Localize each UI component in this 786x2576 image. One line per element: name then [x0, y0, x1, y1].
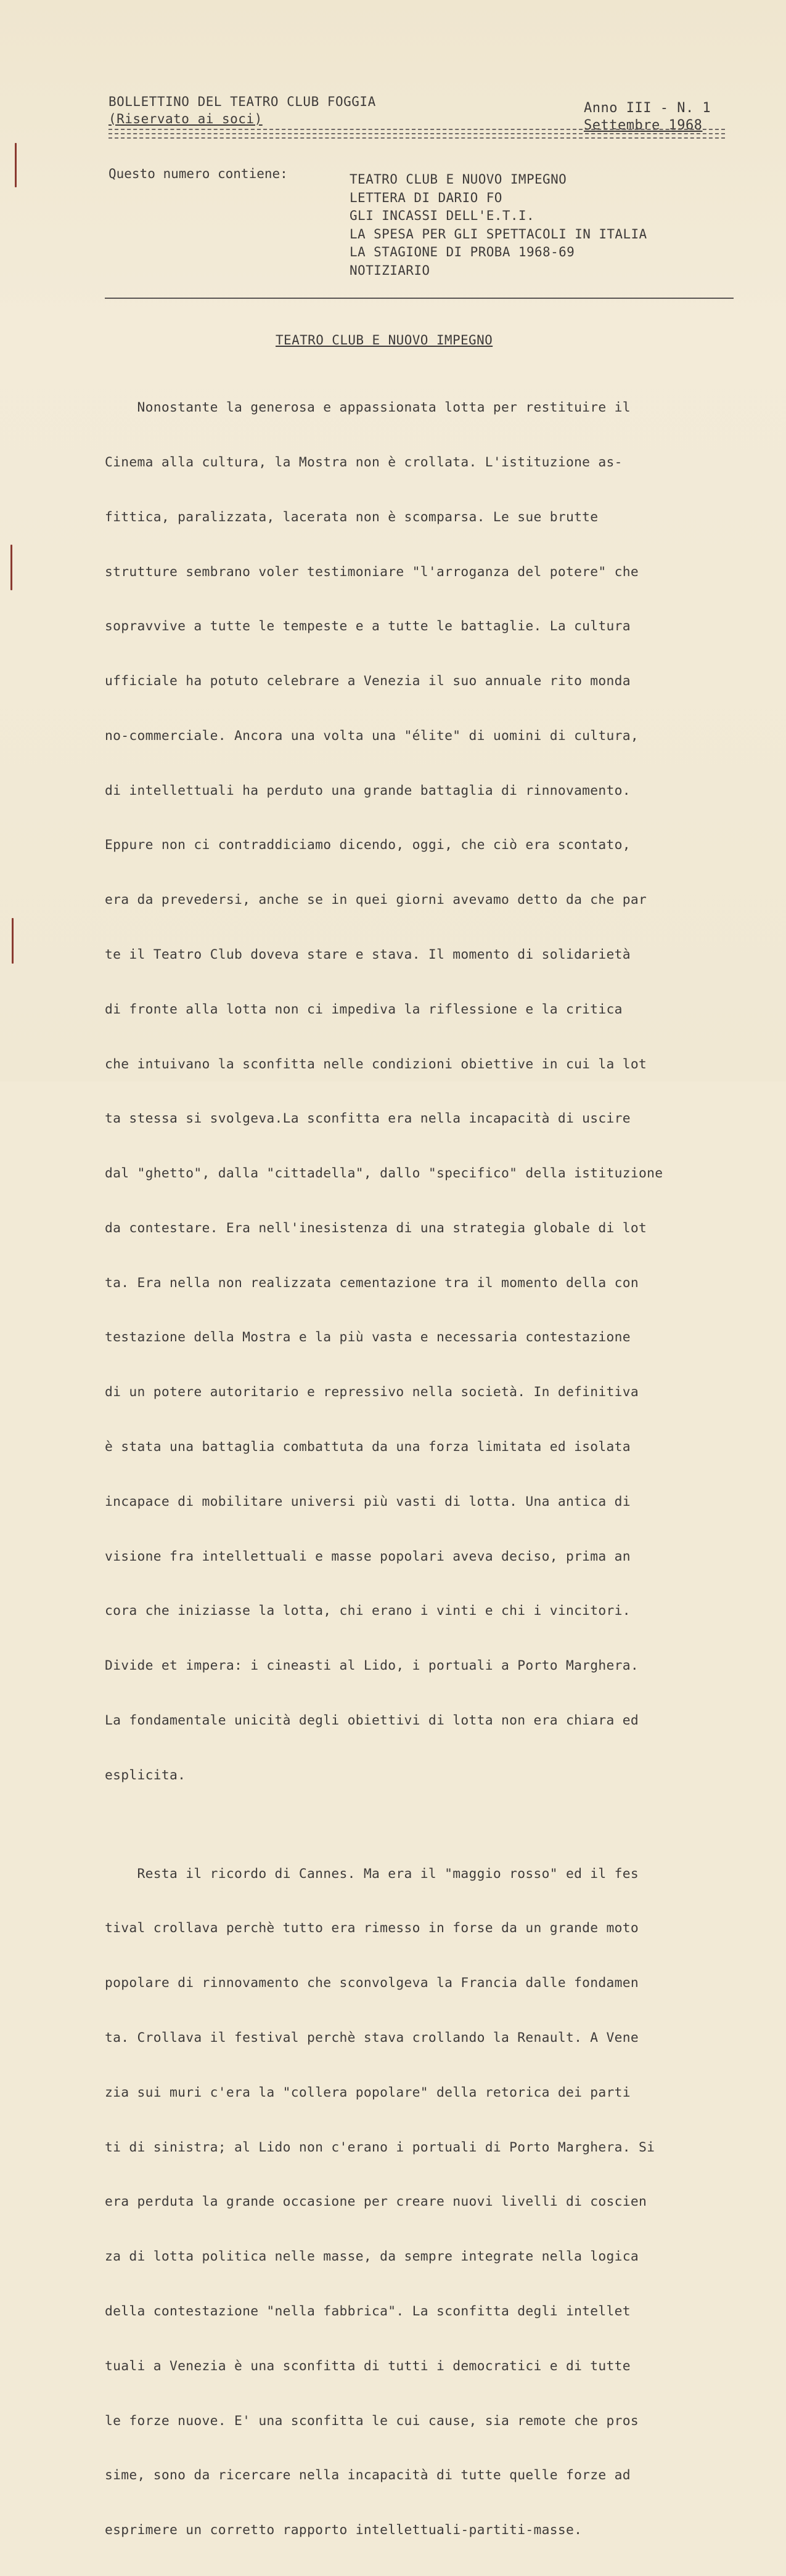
text-line: za di lotta politica nelle masse, da sempre integrate nella logica: [105, 2249, 639, 2265]
staple-mark-top: [15, 143, 17, 187]
header-divider: [108, 129, 725, 142]
text-line: della contestazione "nella fabbrica". La sconfitta degli intellet: [105, 2303, 631, 2319]
text-line: ta. Crollava il festival perchè stava crollando la Renault. A Vene: [105, 2030, 639, 2046]
text-line: popolare di rinnovamento che sconvolgeva la Francia dalle fondamen: [105, 1975, 639, 1991]
paragraph-1: [105, 362, 752, 1821]
text-line: era da prevedersi, anche se in quei giorni avevamo detto da che par: [105, 892, 647, 908]
text-line: Resta il ricordo di Cannes. Ma era il "maggio rosso" ed il fes: [105, 1866, 639, 1882]
contents-item: TEATRO CLUB E NUOVO IMPEGNO: [350, 172, 567, 187]
text-line: visione fra intellettuali e masse popolari aveva deciso, prima an: [105, 1548, 631, 1564]
text-line: esplicita.: [105, 1767, 186, 1783]
text-line: no-commerciale. Ancora una volta una "élite" di uomini di cultura,: [105, 728, 639, 744]
article-title: TEATRO CLUB E NUOVO IMPEGNO: [276, 333, 493, 347]
contents-item: LETTERA DI DARIO FO: [350, 190, 502, 205]
text-line: testazione della Mostra e la più vasta e necessaria contestazione: [105, 1330, 631, 1346]
text-line: era perduta la grande occasione per creare nuovi livelli di coscien: [105, 2194, 647, 2210]
masthead-title: BOLLETTINO DEL TEATRO CLUB FOGGIA: [108, 94, 376, 109]
text-line: che intuivano la sconfitta nelle condizioni obiettive in cui la lot: [105, 1056, 647, 1072]
text-line: fittica, paralizzata, lacerata non è scomparsa. Le sue brutte: [105, 509, 599, 525]
paragraph-gap: [105, 1821, 752, 1829]
text-line: ta stessa si svolgeva.La sconfitta era nella incapacità di uscire: [105, 1111, 631, 1127]
staple-mark-middle: [10, 545, 12, 590]
text-line: di intellettuali ha perduto una grande battaglia di rinnovamento.: [105, 782, 631, 798]
issue-date: Settembre 1968: [584, 118, 703, 133]
text-line: incapace di mobilitare universi più vasti di lotta. Una antica di: [105, 1493, 631, 1509]
text-line: ta. Era nella non realizzata cementazione tra il momento della con: [105, 1275, 639, 1291]
text-line: tival crollava perchè tutto era rimesso in forse da un grande moto: [105, 1920, 639, 1936]
staple-mark-bottom: [12, 918, 14, 964]
contents-item: LA SPESA PER GLI SPETTACOLI IN ITALIA: [350, 226, 647, 242]
contents-item: GLI INCASSI DELL'E.T.I.: [350, 208, 534, 223]
masthead-subtitle: (Riservato ai soci): [108, 112, 263, 126]
text-line: esprimere un corretto rapporto intellettuali-partiti-masse.: [105, 2522, 583, 2538]
contents-item: LA STAGIONE DI PROBA 1968-69: [350, 245, 575, 259]
text-line: La fondamentale unicità degli obiettivi di lotta non era chiara ed: [105, 1712, 639, 1728]
text-line: Divide et impera: i cineasti al Lido, i portuali a Porto Marghera.: [105, 1658, 639, 1674]
text-line: da contestare. Era nell'inesistenza di una strategia globale di lot: [105, 1220, 647, 1236]
text-line: Nonostante la generosa e appassionata lotta per restituire il: [105, 400, 631, 416]
bulletin-masthead: [108, 93, 376, 128]
section-divider: [105, 298, 734, 299]
text-line: di fronte alla lotta non ci impediva la riflessione e la critica: [105, 1001, 623, 1017]
text-line: Cinema alla cultura, la Mostra non è crollata. L'istituzione as-: [105, 454, 623, 470]
text-line: zia sui muri c'era la "collera popolare" della retorica dei parti: [105, 2084, 631, 2100]
divider-line: [108, 129, 725, 130]
text-line: è stata una battaglia combattuta da una forza limitata ed isolata: [105, 1439, 631, 1455]
contents-label: Questo numero contiene:: [108, 166, 288, 181]
text-line: ufficiale ha potuto celebrare a Venezia il suo annuale rito monda: [105, 673, 631, 689]
contents-item: NOTIZIARIO: [350, 262, 430, 278]
text-line: cora che iniziasse la lotta, chi erano i vinti e chi i vincitori.: [105, 1603, 631, 1619]
text-line: sopravvive a tutte le tempeste e a tutte le battaglie. La cultura: [105, 619, 631, 635]
divider-line: [108, 133, 725, 134]
text-line: di un potere autoritario e repressivo nella società. In definitiva: [105, 1384, 639, 1400]
text-line: te il Teatro Club doveva stare e stava. Il momento di solidarietà: [105, 947, 631, 962]
contents-list: [350, 171, 647, 280]
issue-number: Anno III - N. 1: [584, 100, 711, 116]
text-line: Eppure non ci contraddiciamo dicendo, oggi, che ciò era scontato,: [105, 837, 631, 853]
text-line: sime, sono da ricercare nella incapacità di tutte quelle forze ad: [105, 2468, 631, 2484]
text-line: tuali a Venezia è una sconfitta di tutti i democratici e di tutte: [105, 2358, 631, 2374]
text-line: strutture sembrano voler testimoniare "l'arroganza del potere" che: [105, 564, 639, 580]
text-line: dal "ghetto", dalla "cittadella", dallo "specifico" della istituzione: [105, 1166, 663, 1182]
divider-line: [108, 137, 725, 139]
paragraph-2: [105, 1829, 752, 2576]
text-line: ti di sinistra; al Lido non c'erano i portuali di Porto Marghera. Si: [105, 2139, 655, 2155]
article-body: [105, 362, 752, 2576]
text-line: le forze nuove. E' una sconfitta le cui cause, sia remote che pros: [105, 2413, 639, 2429]
